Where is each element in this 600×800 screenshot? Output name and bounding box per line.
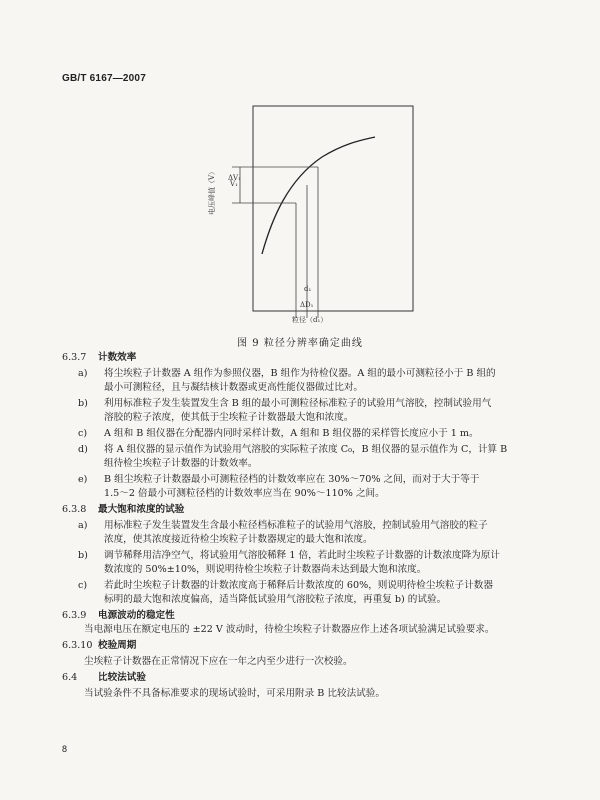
section-heading-6-3-10: 6.3.10 校验周期 — [62, 640, 137, 651]
list-item-continuation: 浓度，使其浓度接近待检尘埃粒子计数器规定的最大饱和浓度。 — [104, 534, 373, 545]
list-item: b) 调节稀释用洁净空气，将试验用气溶胶稀释 1 倍，若此时尘埃粒子计数器的计数浓度降为原计 — [78, 550, 500, 561]
figure-frame — [253, 106, 413, 311]
list-item: b) 利用标准粒子发生装置发生含 B 组的最小可测粒径标准粒子的试验用气溶胶，控制试验用气 — [78, 398, 492, 409]
label-v: V₁ — [230, 180, 238, 188]
section-heading-6-3-9: 6.3.9 电源波动的稳定性 — [62, 610, 175, 621]
list-item: c) 若此时尘埃粒子计数器的计数浓度高于稀释后计数浓度的 60%，则说明待检尘埃粒子计数器 — [78, 580, 493, 591]
paragraph: 当试验条件不具备标准要求的现场试验时，可采用附录 B 比较法试验。 — [84, 688, 385, 699]
standard-number: GB/T 6167—2007 — [62, 73, 146, 84]
paragraph: 当电源电压在额定电压的 ±22 V 波动时，待检尘埃粒子计数器应作上述各项试验满足试验要求。 — [84, 624, 495, 635]
list-item: d) 将 A 组仪器的显示值作为试验用气溶胶的实际粒子浓度 C₀，B 组仪器的显示值作为 C，计算 B — [78, 444, 508, 455]
x-axis-label: 粒径（d₁） — [292, 316, 328, 324]
y-axis-label: 电压峰值（V） — [208, 167, 216, 215]
list-item-continuation: 溶胶的粒子浓度，使其低于尘埃粒子计数器最大饱和浓度。 — [104, 412, 354, 423]
list-item: e) B 组尘埃粒子计数器最小可测粒径档的计数效率应在 30%～70% 之间，而对于大于等于 — [78, 474, 480, 485]
list-item: a) 将尘埃粒子计数器 A 组作为参照仪器，B 组作为待检仪器。A 组的最小可测粒径小于 B 组的 — [78, 368, 496, 379]
list-item-continuation: 数浓度的 50%±10%，则说明待检尘埃粒子计数器尚未达到最大饱和浓度。 — [104, 564, 427, 575]
label-d: d₁ — [304, 285, 312, 293]
label-delta-d: ΔD₁ — [300, 301, 314, 309]
resolution-curve — [262, 137, 375, 254]
figure-caption: 图 9 粒径分辨率确定曲线 — [237, 338, 363, 349]
list-item-continuation: 组待检尘埃粒子计数器的计数效率。 — [104, 458, 258, 469]
resolution-curve-figure — [0, 0, 600, 345]
label-delta-v: ΔV₁ — [228, 174, 241, 182]
list-item: c) A 组和 B 组仪器在分配器内同时采样计数，A 组和 B 组仪器的采样管长度应小于 1 m。 — [78, 428, 479, 439]
list-item-continuation: 最小可测粒径，且与凝结核计数器或更高性能仪器做过比对。 — [104, 382, 364, 393]
section-heading-6-3-7: 6.3.7 计数效率 — [62, 352, 137, 363]
paragraph: 尘埃粒子计数器在正常情况下应在一年之内至少进行一次校验。 — [84, 656, 353, 667]
list-item-continuation: 标明的最大饱和浓度偏高，适当降低试验用气溶胶粒子浓度，再重复 b) 的试验。 — [104, 594, 447, 605]
page-number: 8 — [62, 744, 68, 754]
section-heading-6-3-8: 6.3.8 最大饱和浓度的试验 — [62, 504, 185, 515]
list-item-continuation: 1.5～2 倍最小可测粒径档的计数效率应当在 90%～110% 之间。 — [104, 488, 385, 499]
section-heading-6-4: 6.4 比较法试验 — [62, 672, 146, 683]
list-item: a) 用标准粒子发生装置发生含最小粒径档标准粒子的试验用气溶胶，控制试验用气溶胶的粒子 — [78, 520, 488, 531]
